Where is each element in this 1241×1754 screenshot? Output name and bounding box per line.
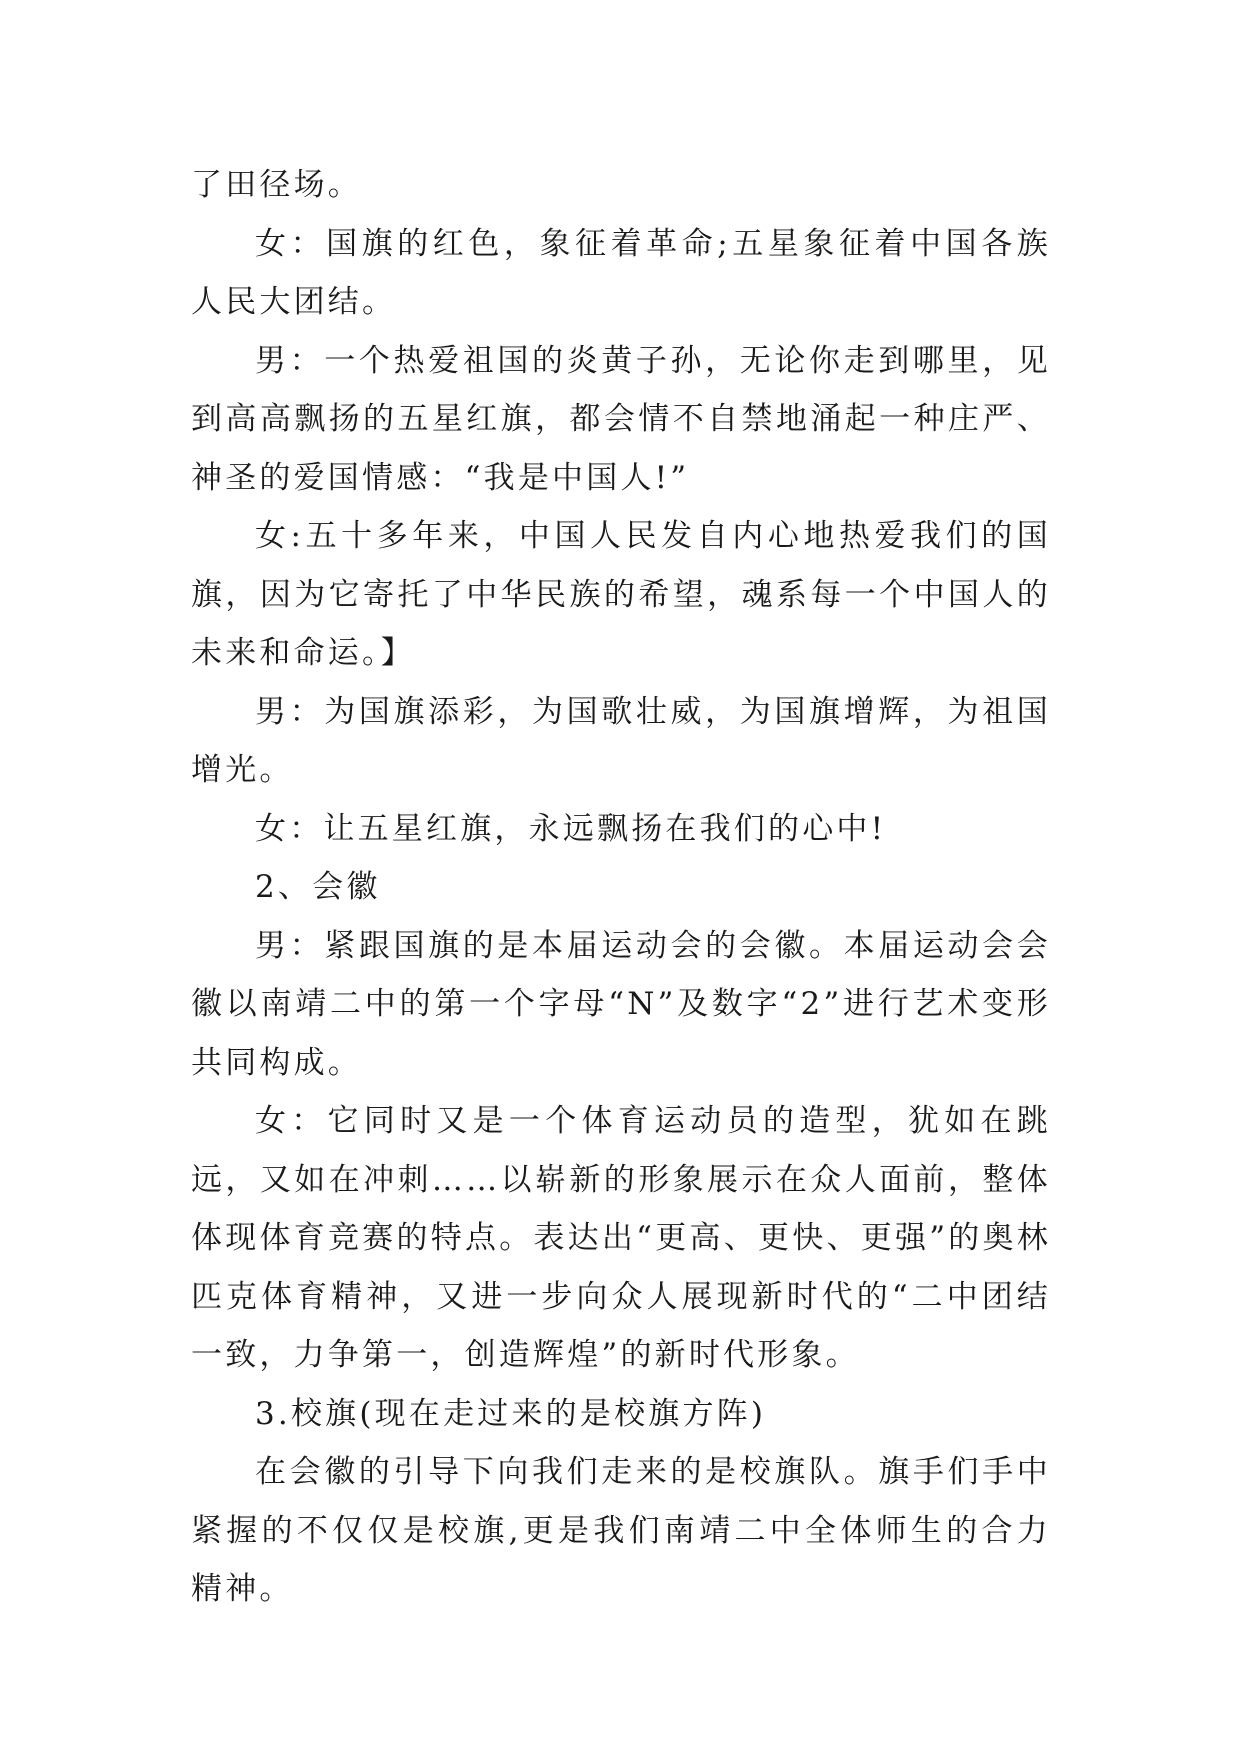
paragraph: 女：它同时又是一个体育运动员的造型，犹如在跳远，又如在冲刺……以崭新的形象展示在众人面前，整体体现体育竞赛的特点。表达出“更高、更快、更强”的奥林匹克体育精神，又进一步向众人展现新时代的“二中团结一致，力争第一，创造辉煌”的新时代形象。: [191, 1103, 1051, 1373]
paragraph: 女:五十多年来，中国人民发自内心地热爱我们的国旗，因为它寄托了中华民族的希望，魂系每一个中国人的未来和命运。】: [191, 518, 1051, 671]
document-body: [191, 156, 1051, 1619]
section-heading: 3.校旗(现在走过来的是校旗方阵): [255, 1395, 767, 1432]
paragraph: 男：紧跟国旗的是本届运动会的会徽。本届运动会会徽以南靖二中的第一个字母“N”及数字“2”进行艺术变形共同构成。: [191, 927, 1051, 1081]
paragraph: 了田径场。: [191, 167, 362, 203]
section-heading: 2、会徽: [255, 869, 381, 905]
paragraph: 女：国旗的红色，象征着革命;五星象征着中国各族人民大团结。: [191, 225, 1051, 320]
paragraph: 在会徽的引导下向我们走来的是校旗队。旗手们手中紧握的不仅仅是校旗,更是我们南靖二中全体师生的合力精神。: [191, 1454, 1051, 1607]
paragraph: 男：为国旗添彩，为国歌壮威，为国旗增辉，为祖国增光。: [191, 693, 1051, 788]
paragraph: 男：一个热爱祖国的炎黄子孙，无论你走到哪里，见到高高飘扬的五星红旗，都会情不自禁地涌起一种庄严、神圣的爱国情感：“我是中国人!”: [191, 342, 1051, 496]
paragraph: 女：让五星红旗，永远飘扬在我们的心中!: [255, 810, 887, 847]
